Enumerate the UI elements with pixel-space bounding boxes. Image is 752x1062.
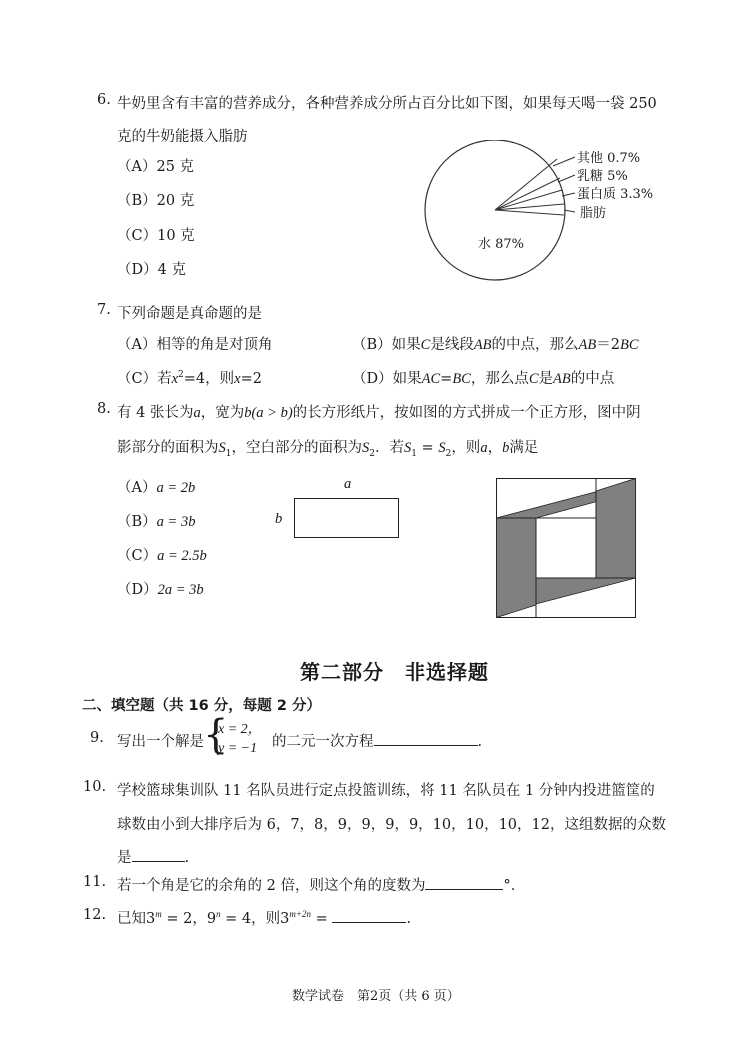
q9-eq2: y = −1	[218, 741, 258, 756]
q7-d-mid2: 是	[538, 371, 554, 387]
q11-answer-blank[interactable]	[425, 875, 503, 890]
leader-line-fat	[564, 210, 575, 212]
pie-slice-line-5	[495, 210, 564, 215]
pie-label-lactose: 乳糖 5%	[577, 169, 628, 184]
section-title: 二、填空题（共 16 分，每题 2 分）	[82, 698, 321, 714]
q12-base3: 3	[280, 911, 290, 927]
q8-line1	[117, 401, 641, 422]
q8-option-b	[117, 510, 195, 531]
q8-option-d-expr: 2a = 3b	[157, 582, 204, 598]
q6-number: 6.	[97, 92, 111, 108]
q10-line3	[117, 846, 189, 867]
leader-line-protein	[562, 193, 575, 196]
q7-number: 7.	[97, 302, 111, 318]
q11-text	[117, 874, 525, 895]
q8-s1: S	[218, 440, 226, 456]
q7-d-ac: AC	[421, 371, 441, 387]
q6-stem-line1: 牛奶里含有丰富的营养成分，各种营养成分所占百分比如下图，如果每天喝一袋 250	[117, 96, 657, 112]
q6-stem-line2: 克的牛奶能摄入脂肪	[117, 129, 248, 145]
q12-pre: 已知	[117, 911, 146, 927]
q8-l2-end: 满足	[509, 440, 539, 456]
q8-l2-b: b	[502, 440, 510, 456]
q6-option-a: （A）25 克	[117, 159, 195, 175]
q8-option-b-expr: a = 3b	[156, 514, 196, 530]
leader-line-lactose	[558, 175, 575, 182]
q8-l2-pre: 影部分的面积为	[117, 440, 219, 456]
q12-answer-blank[interactable]	[332, 908, 406, 923]
q8-option-a	[117, 476, 195, 497]
q8-l2-eq: =	[416, 440, 439, 456]
q8-l1-cond: (a > b)	[251, 405, 293, 421]
q8-l1-b: b	[244, 405, 252, 421]
q11-number: 11.	[83, 874, 107, 890]
q7-option-c	[117, 367, 262, 388]
q7-c-sup: 2	[178, 370, 184, 381]
pie-label-water: 水 87%	[478, 237, 525, 252]
q8-s2b-sub: 2	[445, 448, 452, 459]
q10-answer-blank[interactable]	[132, 847, 185, 862]
q10-line1: 学校篮球集训队 11 名队员进行定点投篮训练，将 11 名队员在 1 分钟内投进篮筐的	[117, 783, 655, 799]
q7-d-bc: BC	[452, 371, 471, 387]
q12-eq3: =	[310, 911, 333, 927]
q7-c-end: =2	[240, 371, 262, 387]
nutrition-pie-chart	[420, 140, 680, 290]
q10-end: .	[184, 850, 190, 866]
q12-text	[117, 907, 411, 928]
q9-post-text: 的二元一次方程	[272, 734, 374, 750]
rect-label-b: b	[275, 511, 283, 527]
q8-l2-comma: ，	[487, 440, 503, 456]
pie-label-fat: 脂肪	[580, 206, 607, 221]
q7-b-mid2: 的中点，那么	[491, 337, 579, 353]
q8-s2b: S	[438, 440, 446, 456]
q9-post	[272, 730, 482, 751]
q12-exp3: m+2n	[289, 909, 311, 920]
q7-option-d	[352, 367, 614, 388]
q7-d-eq: =	[440, 371, 453, 387]
q8-l2-mid: ，空白部分的面积为	[231, 440, 362, 456]
q8-l2-then: ，则	[451, 440, 481, 456]
q7-b-pre: （B）如果	[352, 337, 421, 353]
rect-label-a: a	[344, 476, 352, 492]
q7-d-ab: AB	[553, 371, 571, 387]
q7-b-eq: ＝2	[596, 337, 620, 353]
q8-option-c-label: （C）	[117, 548, 158, 564]
q9-brace: {	[203, 712, 229, 758]
q8-l2-mid2: ．若	[374, 440, 404, 456]
q9-number: 9.	[90, 730, 104, 746]
q8-option-a-expr: a = 2b	[156, 480, 196, 496]
q8-s1b-sub: 1	[411, 448, 417, 459]
q10-line2: 球数由小到大排序后为 6，7，8，9，9，9，9，10，10，10，12，这组数据的众数	[117, 817, 666, 833]
shaded-left-band	[497, 518, 537, 618]
q8-option-b-label: （B）	[117, 514, 157, 530]
q7-c-x: x	[171, 371, 179, 387]
q8-option-d-label: （D）	[117, 582, 158, 598]
q6-option-b: （B）20 克	[117, 193, 195, 209]
q9-eq1: x = 2，	[218, 722, 262, 737]
q7-b-ab: AB	[473, 337, 492, 353]
q8-l1-pre: 有 4 张长为	[117, 405, 194, 421]
page-footer: 数学试卷 第2页（共 6 页）	[292, 989, 460, 1004]
q8-number: 8.	[97, 401, 111, 417]
q7-b-mid: 是线段	[430, 337, 474, 353]
q7-d-end: 的中点	[570, 371, 615, 387]
q7-d-pre: （D）如果	[352, 371, 422, 387]
center-hole	[536, 518, 596, 578]
q8-option-a-label: （A）	[117, 480, 157, 496]
q9-end: .	[477, 734, 483, 750]
leader-line-other	[553, 157, 575, 166]
q12-eq1: = 2，	[161, 911, 207, 927]
q8-l2-a: a	[480, 440, 488, 456]
paper-rectangle	[294, 498, 399, 538]
q12-exp1: m	[155, 909, 162, 920]
q12-eq2: = 4，则	[220, 911, 281, 927]
q10-number: 10.	[83, 779, 107, 795]
q8-s1b: S	[403, 440, 412, 456]
q8-l1-mid: ，宽为	[200, 405, 245, 421]
q8-s1-sub: 1	[225, 448, 232, 459]
pie-label-other: 其他 0.7%	[577, 151, 641, 166]
q8-l1-a: a	[193, 405, 201, 421]
q8-option-c-expr: a = 2.5b	[157, 548, 207, 564]
q8-option-d	[117, 578, 204, 599]
q7-d-c: C	[528, 371, 539, 387]
q8-line2	[117, 436, 538, 459]
q8-s2: S	[361, 440, 370, 456]
q9-pre: 写出一个解是	[117, 734, 204, 750]
q6-option-c: （C）10 克	[117, 228, 195, 244]
q11-end: °．	[503, 878, 526, 894]
q12-base2: 9	[206, 911, 217, 927]
pie-label-protein: 蛋白质 3.3%	[577, 187, 654, 202]
q12-number: 12.	[83, 907, 107, 923]
q8-option-c	[117, 544, 207, 565]
q8-l1-end: 的长方形纸片，按如图的方式拼成一个正方形，图中阴	[292, 405, 641, 421]
q12-end: .	[406, 911, 411, 927]
q9-answer-blank[interactable]	[374, 731, 478, 746]
q7-b-c: C	[420, 337, 431, 353]
q8-s2-sub: 2	[369, 448, 375, 459]
square-composition-figure	[496, 478, 636, 618]
q12-base1: 3	[146, 911, 156, 927]
q10-line3-text: 是	[117, 850, 132, 866]
q7-b-ab2: AB	[578, 337, 597, 353]
shaded-right-band	[596, 479, 636, 579]
q7-stem: 下列命题是真命题的是	[117, 306, 262, 322]
q12-exp2: n	[216, 909, 221, 920]
q7-d-mid: ，那么点	[470, 371, 529, 387]
part2-title: 第二部分 非选择题	[300, 660, 489, 684]
q11-stem: 若一个角是它的余角的 2 倍，则这个角的度数为	[117, 878, 426, 894]
q7-c-pre: （C）若	[117, 371, 172, 387]
q7-c-mid: =4，则	[183, 371, 235, 387]
q7-c-x2: x	[234, 371, 241, 387]
q7-option-b	[352, 333, 639, 354]
q7-b-bc: BC	[620, 337, 639, 353]
q6-option-d: （D）4 克	[117, 262, 186, 278]
q7-option-a: （A）相等的角是对顶角	[117, 337, 273, 353]
